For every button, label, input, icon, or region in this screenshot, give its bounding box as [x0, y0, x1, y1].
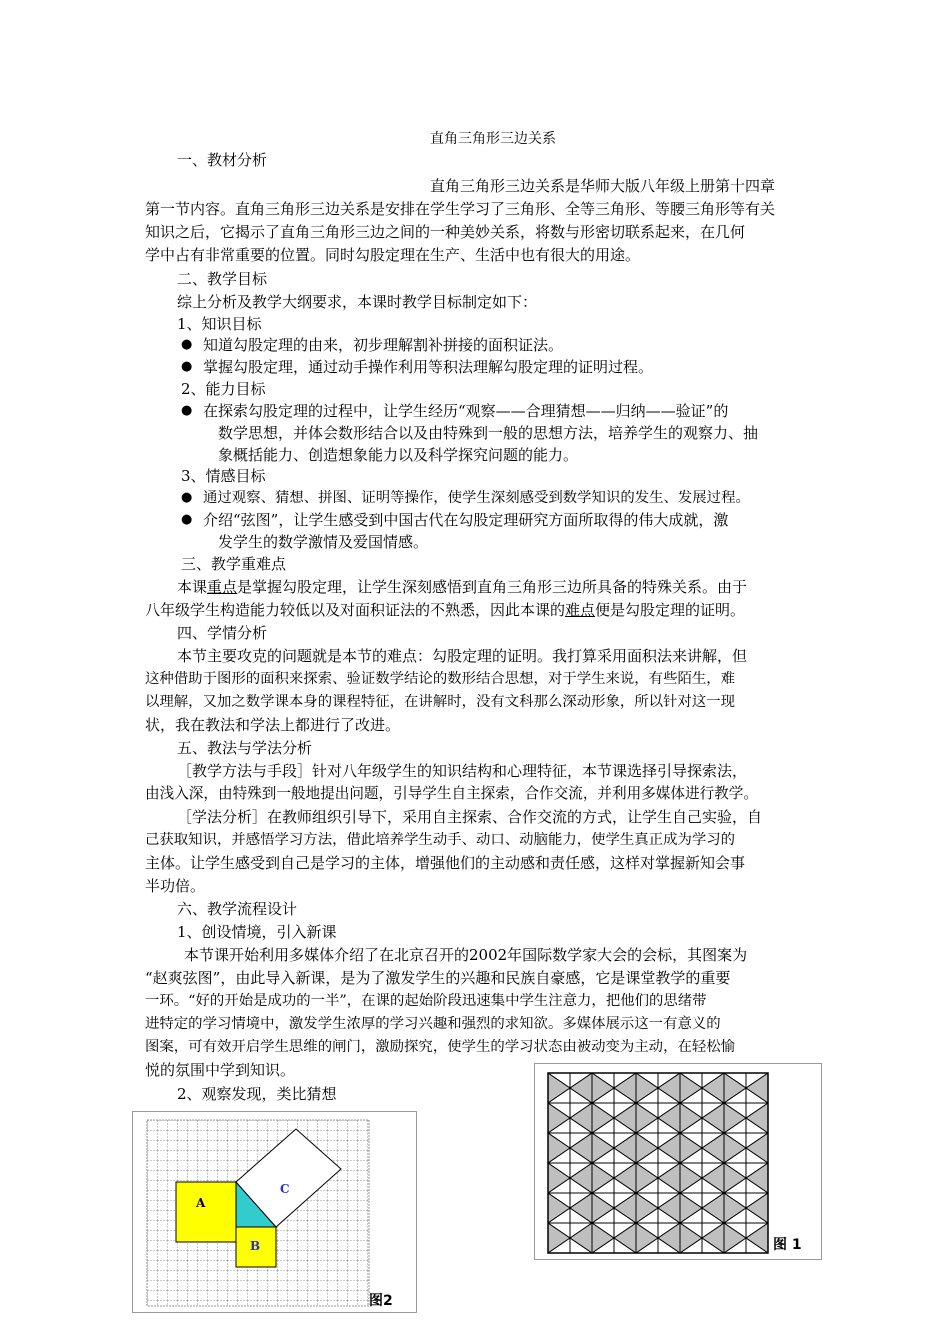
figure-2-caption: 图2 [369, 1293, 393, 1309]
subheading-emotion: 3、情感目标 [181, 467, 266, 485]
subheading-step-1: 1、创设情境，引入新课 [177, 923, 337, 941]
section-heading-6: 六、教学流程设计 [177, 900, 298, 918]
list-item-continued: 发学生的数学激情及爱国情感。 [218, 533, 429, 551]
text-span: 是掌握勾股定理，让学生深刻感悟到直角三角形三边所具备的特殊关系。由于 [237, 578, 748, 596]
list-item: 通过观察、猜想、拼图、证明等操作，使学生深刻感受到数学知识的发生、发展过程。 [203, 490, 750, 506]
paragraph-line: 进特定的学习情境中，激发学生浓厚的学习兴趣和强烈的求知欲。多媒体展示这一有意义的 [145, 1016, 721, 1032]
list-item-continued: 象概括能力、创造想象能力以及科学探究问题的能力。 [218, 446, 579, 464]
paragraph-line: “赵爽弦图”，由此导入新课，是为了激发学生的兴趣和民族自豪感，它是课堂教学的重要 [145, 969, 731, 987]
list-item: 掌握勾股定理，通过动手操作利用等积法理解勾股定理的证明过程。 [203, 358, 654, 376]
section-heading-3: 三、教学重难点 [181, 555, 287, 573]
bullet-icon: ● [181, 359, 193, 374]
paragraph-line: 学中占有非常重要的位置。同时勾股定理在生产、生活中也有很大的用途。 [145, 246, 641, 264]
section-heading-1: 一、教材分析 [177, 151, 268, 169]
paragraph-line: 主体。让学生感受到自己是学习的主体，增强他们的主动感和责任感，这样对掌握新知会事 [145, 854, 746, 872]
bullet-icon: ● [181, 403, 193, 418]
square-label-a: A [196, 1196, 206, 1210]
figure-2 [132, 1111, 417, 1313]
list-item: 在探索勾股定理的过程中，让学生经历“观察——合理猜想——归纳——验证”的 [203, 402, 729, 420]
paragraph-line: 以理解，又加之数学课本身的课程特征，在讲解时，没有文科那么深动形象，所以针对这一现 [145, 694, 736, 710]
subheading-ability: 2、能力目标 [181, 380, 266, 398]
square-label-b: B [250, 1239, 261, 1253]
paragraph-line [145, 599, 745, 621]
paragraph-line: 由浅入深，由特殊到一般地提出问题，引导学生自主探索，合作交流，并利用多媒体进行教学。 [145, 785, 758, 802]
triangle-tiling-image [535, 1064, 821, 1259]
figure-1 [534, 1063, 822, 1260]
pythagoras-grid-image [133, 1112, 416, 1312]
paragraph-line: ［学法分析］在教师组织引导下，采用自主探索、合作交流的方式，让学生自己实验，自 [177, 808, 763, 826]
paragraph-line: ［教学方法与手段］针对八年级学生的知识结构和心理特征，本节课选择引导探索法， [177, 762, 748, 780]
paragraph-line: 第一节内容。直角三角形三边关系是安排在学生学习了三角形、全等三角形、等腰三角形等有关 [145, 200, 776, 218]
list-item: 知道勾股定理的由来，初步理解割补拼接的面积证法。 [203, 336, 564, 354]
text-span: 便是勾股定理的证明。 [595, 601, 746, 619]
square-label-c: C [280, 1182, 290, 1196]
section-heading-4: 四、学情分析 [177, 624, 268, 642]
paragraph-line: 状，我在教法和学法上都进行了改进。 [145, 716, 401, 734]
list-item-continued: 数学思想，并体会数形结合以及由特殊到一般的思想方法，培养学生的观察力、抽 [218, 424, 759, 442]
section-heading-5: 五、教法与学法分析 [177, 739, 313, 757]
paragraph-line: 悦的氛围中学到知识。 [145, 1061, 296, 1079]
paragraph-line: 这种借助于图形的面积来探索、验证数学结论的数形结合思想，对于学生来说，有些陌生，难 [145, 671, 736, 687]
subheading-step-2: 2、观察发现，类比猜想 [177, 1085, 337, 1103]
paragraph-line: 知识之后，它揭示了直角三角形三边之间的一种美妙关系，将数与形密切联系起来，在几何 [145, 223, 746, 241]
list-item: 介绍“弦图”，让学生感受到中国古代在勾股定理研究方面所取得的伟大成就，激 [203, 511, 729, 529]
subheading-knowledge: 1、知识目标 [177, 315, 262, 333]
difficult-point-term: 难点 [565, 601, 596, 619]
document-title: 直角三角形三边关系 [430, 131, 556, 147]
paragraph-line: 图案，可有效开启学生思维的闸门，激励探究，使学生的学习状态由被动变为主动，在轻松愉 [145, 1039, 736, 1055]
bullet-icon: ● [181, 512, 193, 527]
bullet-icon: ● [181, 490, 193, 505]
key-point-term: 重点 [207, 578, 238, 596]
paragraph-line: 本节课开始利用多媒体介绍了在北京召开的2002年国际数学家大会的会标，其图案为 [184, 946, 748, 964]
paragraph-line: 直角三角形三边关系是华师大版八年级上册第十四章 [430, 177, 776, 195]
text-span: 八年级学生构造能力较低以及对面积证法的不熟悉，因此本课的 [145, 601, 566, 619]
paragraph-line: 一环。“好的开始是成功的一半”，在课的起始阶段迅速集中学生注意力，把他们的思绪带 [145, 993, 707, 1009]
paragraph-line [177, 576, 747, 598]
paragraph-line: 半功倍。 [145, 877, 206, 895]
paragraph-line: 己获取知识，并感悟学习方法，借此培养学生动手、动口、动脑能力，使学生真正成为学习的 [145, 832, 736, 848]
paragraph-line: 综上分析及教学大纲要求，本课时教学目标制定如下： [177, 293, 538, 311]
figure-1-caption: 图 1 [773, 1237, 802, 1253]
paragraph-line: 本节主要攻克的问题就是本节的难点：勾股定理的证明。我打算采用面积法来讲解，但 [177, 647, 748, 665]
bullet-icon: ● [181, 337, 193, 352]
section-heading-2: 二、教学目标 [177, 270, 268, 288]
text-span: 本课 [177, 578, 208, 596]
